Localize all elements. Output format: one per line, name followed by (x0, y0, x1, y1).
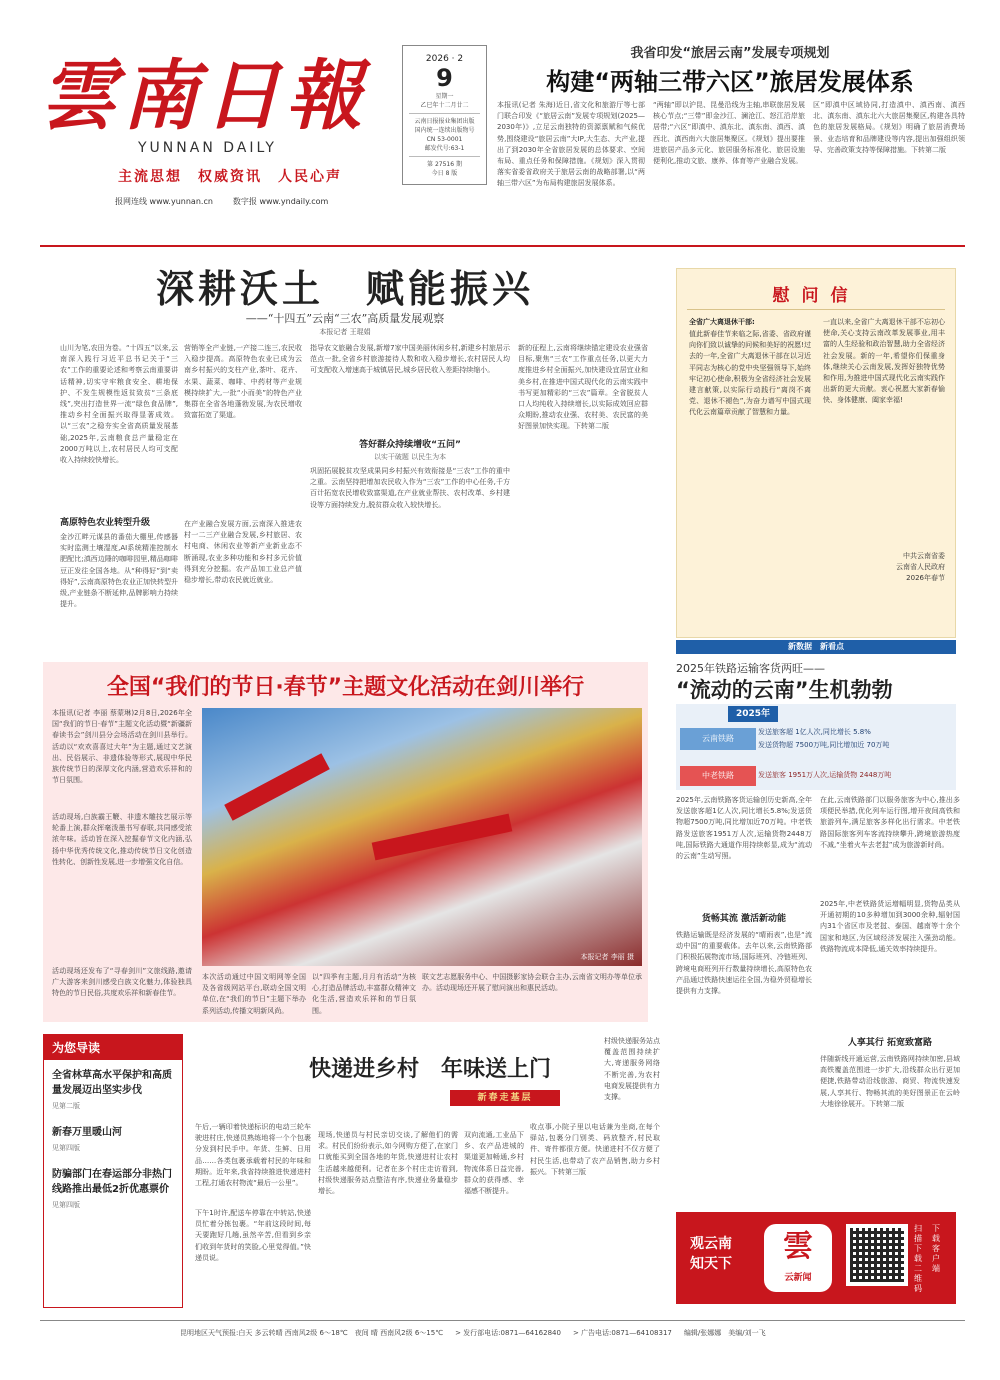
masthead-rule (40, 245, 965, 247)
story3-col2: 现场,快递员与村民亲切交谈,了解他们的需求。村民们纷纷表示,如今网购方便了,在家门口就能买到全国各地的年货,快递进村让农村生活越来越便利。记者在多个村庄走访看到,村级快递服务站点整洁有序,快递业务量稳步增长。 (318, 1131, 458, 1196)
qr-text: 扫描下载二维码 (914, 1224, 922, 1293)
letter-body-1: 值此新春佳节来临之际,省委、省政府谨向你们致以诚挚的问候和美好的祝愿!过去的一年,全省广大离退休干部在以习近平同志为核心的党中央坚强领导下,始终牢记初心使命,积极为全省经济社会发展建言献策,以实际行动践行“离岗不离党、退休不褪色”,为奋力谱写中国式现代化云南篇章贡献了智慧和力量。 (689, 330, 811, 417)
rail-kicker: 2025年铁路运输客货两旺—— (676, 662, 825, 675)
story1-col1b-text: 金沙江畔元谋县的番茄大棚里,传感器实时监测土壤湿度,AI系统精准控制水肥配比;滇西边陲的咖啡园里,精品咖啡豆正发往全国各地。从“种得好”到“卖得好”,云南高原特色农业正加快转型升级,产业链条不断延伸,品牌影响力持续提升。 (60, 533, 178, 609)
rail-col2b-text: 2025年,中老铁路货运增幅明显,货物品类从开通初期的10多种增加到3000余种,辐射国内31个省区市及老挝、泰国、越南等十余个国家和地区,为区域经济发展注入强劲动能。铁路物流成本降低,通关效率持续提升。 (820, 900, 960, 953)
newspaper-logo: 雲南日報 (40, 51, 368, 140)
rail-tag: 新数据 新看点 (676, 640, 956, 654)
rail-col1b-text: 铁路运输既是经济发展的“晴雨表”,也是“流动中国”的重要载体。去年以来,云南铁路部门积极拓展物流市场,国际班列、冷链班列、跨境电商班列开行数量持续增长,高原特色农产品通过铁路快速运往全国,为稳外贸稳增长提供有力支撑。 (676, 931, 812, 996)
logo-english: YUNNAN DAILY (138, 140, 277, 156)
story3-col3: 双向流通,工业品下乡、农产品进城的渠道更加畅通,乡村物流体系日益完善,群众的获得感、幸福感不断提升。 (464, 1131, 524, 1196)
ad-side-text: 下载客户端 (932, 1224, 940, 1273)
guide-title: 为您导读 (44, 1035, 182, 1060)
story3-col1 (195, 1122, 311, 1308)
guide-item-1[interactable]: 全省林草高水平保护和高质量发展迈出坚实步伐 (52, 1070, 172, 1096)
couplet-banner-left (224, 753, 330, 821)
story1-headline[interactable]: 深耕沃土 赋能振兴 (155, 267, 534, 311)
slogan: 主流思想 权威资讯 人民心声 (118, 169, 342, 185)
letter-sign-1: 中共云南省委 (903, 552, 945, 560)
rail-col2c-text: 伴随新线开通运营,云南铁路网持续加密,县域高铁覆盖范围进一步扩大,沿线群众出行更加便捷,铁路带动沿线旅游、商贸、物流快速发展,人享其行、物畅其流的美好图景正在云岭大地徐徐展开。下转第二版 (820, 1055, 960, 1108)
feature-col1-text: 本报讯(记者 李丽 蔡蒙琳)2月8日,2026年全国“我们的节日·春节”主题文化活动暨“新疆新春读书会”剑川县分会场活动在剑川县举行。活动以“欢欢喜喜过大年”为主题,通过文艺演出、民俗展示、非遗体验等形式,展现中华民族传统节日的深厚文化内涵,营造欢乐祥和的节日氛围。 (52, 709, 192, 785)
feature-col1 (52, 708, 192, 1018)
rail-col2 (820, 795, 960, 1135)
letter-title: 慰问信 (772, 286, 860, 306)
letter-recipient: 全省广大离退休干部: (689, 318, 755, 326)
story3-col5: 村级快递服务站点覆盖范围持续扩大,寄递服务网络不断完善,为农村电商发展提供有力支撑。 (604, 1037, 660, 1102)
serial-label: 国内统一连续出版物号 (414, 127, 475, 134)
rail-label-laos: 中老铁路 (680, 766, 756, 786)
weekday: 星期一 (435, 93, 454, 100)
lead-kicker: 我省印发“旅居云南”发展专项规划 (630, 46, 830, 61)
story1-subtitle: ——“十四五”云南“三农”高质量发展观察 (245, 312, 445, 325)
rail-row1-a: 发送旅客超 1亿人次,同比增长 5.8% (758, 728, 871, 736)
story3-col1-text: 午后,一辆印着快递标识的电动三轮车驶进村庄,快递员熟练地将一个个包裹分发到村民手中。年货、生鲜、日用品……各类包裹承载着村民的年味和期盼。近年来,我省持续推进快递进村工程,打通农村物流“最后一公里”。 (195, 1123, 311, 1188)
date-box (402, 45, 487, 185)
app-brand: 云新闻 (784, 1273, 812, 1283)
story1-col2-text: 营销等全产业链,一产接二连三,农民收入稳步提高。高原特色农业已成为云南乡村振兴的支柱产业,茶叶、花卉、水果、蔬菜、咖啡、中药材等产业规模持续扩大,一批“小而美”的特色产业集群在全省各地蓬勃发展,为农民增收致富拓宽了渠道。 (184, 344, 302, 420)
distribution-phone: > 发行部电话:0871—64162840 (455, 1329, 561, 1337)
rail-row2: 发送旅客 1951万人次,运输货物 2448万吨 (758, 771, 892, 779)
story1-col1-text: 山川为笔,农田为卷。“十四五”以来,云南深入践行习近平总书记关于“三农”工作的重要论述和考察云南重要讲话精神,切实守牢粮食安全、耕地保护、不发生规模性返贫致贫“三条底线”,突出打造世界一流“绿色食品牌”,推动乡村全面振兴取得显著成效。以“三农”之稳夯实全省高质量发展基础,2025年,云南粮食总产量稳定在2000万吨以上,农村居民人均可支配收入持续较快增长。 (60, 344, 178, 465)
footer (180, 1328, 960, 1338)
guide-page-1: 见第二版 (52, 1102, 80, 1110)
rail-col1-text: 2025年,云南铁路客货运输创历史新高,全年发送旅客超1亿人次,同比增长5.8%;发送货物超7500万吨,同比增加近70万吨。中老铁路发送旅客1951万人次,运输货物2448万吨,国际铁路大通道作用持续彰显,成为“流动的云南”生动写照。 (676, 796, 812, 861)
story1-col4: 新的征程上,云南将继续锚定建设农业强省目标,聚焦“三农”工作重点任务,以更大力度推进乡村全面振兴,加快建设宜居宜业和美乡村,在推进中国式现代化的云南实践中书写更加精彩的“三农”篇章。全省脱贫人口人均纯收入持续增长,以实际成效回应群众期盼,推动农业强、农村美、农民富的美好图景加快实现。下转第二版 (518, 344, 648, 431)
web-links (115, 196, 385, 207)
story1-col3 (310, 343, 510, 661)
date-year-month: 2026 · 2 (425, 54, 464, 64)
letter-body-2: 一直以来,全省广大离退休干部不忘初心使命,关心支持云南改革发展事业,用丰富的人生经验和政治智慧,助力全省经济社会发展。新的一年,希望你们保重身体,继续关心云南发展,发挥好独特优势和作用,为推进中国式现代化云南实践作出新的更大贡献。衷心祝愿大家新春愉快、身体健康、阖家幸福! (823, 318, 945, 405)
rail-row1-b: 发送货物超 7500万吨,同比增加近 70万吨 (758, 741, 890, 749)
guide-page-2: 见第四版 (52, 1144, 80, 1152)
publisher: 云南日报报业集团出版 (414, 118, 475, 125)
lunar-date: 乙巳年十二月廿二 (420, 102, 469, 109)
photo-caption: 本报记者 李丽 摄 (580, 953, 634, 961)
feature-col1b-text: 活动现场,白族霸王鞭、非遗木雕技艺展示等轮番上演,群众挥毫泼墨书写春联,共同感受浓浓年味。活动旨在深入挖掘春节文化内涵,弘扬中华优秀传统文化,推动传统节日文化创造性转化、创新性发展,进一步增强文化自信。 (52, 813, 192, 866)
feature-col2: 本次活动通过中国文明网等全国及各省级网站平台,联动全国文明单位,在“我们的节日”主题下举办系列活动,传播文明新风尚。 (202, 973, 306, 1015)
lead-column-3: 区”即滇中区域协同,打造滇中、滇西南、滇西北、滇东南、滇东北六大旅居集聚区,构建各具特色的旅居发展格局。《规划》明确了旅居消费场景、业态培育和品牌建设等内容,提出加强组织领导、完善政策支持等保障措施。下转第二版 (813, 101, 965, 154)
cn-number: CN 53-0001 (426, 136, 463, 143)
story1-col3b-text: 巩固拓展脱贫攻坚成果同乡村振兴有效衔接是“三农”工作的重中之重。云南坚持把增加农民收入作为“三农”工作的中心任务,千方百计拓宽农民增收致富渠道,在产业就业帮扶、农村改革、乡村建设等方面持续发力,脱贫群众收入较快增长。 (310, 467, 510, 509)
story1-col3-text: 指导农文旅融合发展,新增7家中国美丽休闲乡村,新建乡村旅居示范点一批,全省乡村旅游接待人数和收入稳步增长,农村居民人均可支配收入增速高于城镇居民,城乡居民收入差距持续缩小。 (310, 344, 510, 375)
story1-subhead-1: 高原特色农业转型升级 (60, 518, 151, 528)
condolence-letter (676, 268, 956, 638)
rail-infographic (676, 704, 956, 790)
story1-col2b-text: 在产业融合发展方面,云南深入推进农村一二三产业融合发展,乡村旅居、农村电商、休闲农业等新产业新业态不断涌现,农业多种功能和乡村多元价值得到充分挖掘。农产品加工业总产值稳步增长,带动农民就近就业。 (184, 520, 302, 585)
app-icon (764, 1224, 832, 1292)
feature-col4: 联文艺志愿服务中心、中国摄影家协会联合主办,云南省文明办等单位承办。活动现场还开展了慰问演出和惠民活动。 (422, 973, 642, 993)
rail-row1 (758, 726, 954, 752)
editors: 编辑/张娜娜 美编/刘一飞 (683, 1329, 766, 1337)
issue-number: 第 27516 期 (427, 161, 462, 168)
story1-col2 (184, 343, 302, 661)
letter-signature (823, 551, 945, 584)
web-link-yunnan[interactable]: 报网连线 www.yunnan.cn (115, 197, 213, 206)
rail-col2-text: 在此,云南铁路部门以服务旅客为中心,推出多项便民举措,优化列车运行图,增开夜间高铁和旅游列车,满足旅客多样化出行需求。中老铁路国际旅客列车客流持续攀升,跨境旅游热度不减,“坐着火车去老挝”成为旅游新时尚。 (820, 796, 960, 849)
story1-col1 (60, 343, 178, 661)
masthead (40, 48, 385, 206)
story3-col4: 收点事,小院子里以电话兼为坐商,在每个驿站,包裹分门别类、码放整齐,村民取件、寄件都很方便。快递进村不仅方便了村民生活,也带动了农产品销售,助力乡村振兴。下转第三版 (530, 1123, 660, 1176)
rail-subhead-1: 货畅其流 激活新动能 (701, 914, 787, 924)
rail-headline[interactable]: “流动的云南”生机勃勃 (676, 678, 893, 702)
couplet-banner-right (372, 814, 513, 861)
story1-subhead-2b: 以实干破题 以民生为本 (373, 453, 447, 461)
ad-line-2: 知天下 (690, 1256, 732, 1272)
lead-headline[interactable]: 构建“两轴三带六区”旅居发展体系 (546, 68, 914, 96)
guide-box (43, 1034, 183, 1308)
rail-year-badge: 2025年 (728, 706, 778, 722)
rail-col1 (676, 795, 812, 1135)
date-day: 9 (436, 64, 453, 92)
story3-col1b-text: 下午1时许,配送车停靠在中转站,快递员忙着分拣包裹。“年前这段时间,每天要跑好几趟,虽然辛苦,但看到乡亲们收到年货时的笑脸,心里觉得值。”快递员说。 (195, 1209, 311, 1262)
letter-sign-2: 云南省人民政府 (896, 563, 945, 571)
guide-item-3[interactable]: 防骗部门在春运部分非热门线路推出最低2折优惠票价 (52, 1169, 172, 1195)
ad-phone: > 广告电话:0871—64108317 (572, 1329, 672, 1337)
weather-forecast: 昆明地区天气预报:白天 多云转晴 西南风2级 6～18℃ 夜间 晴 西南风2级 6～15℃ (180, 1329, 444, 1337)
page-count: 今日 8 版 (431, 170, 458, 177)
lead-column-1: 本报讯(记者 朱海)近日,省文化和旅游厅等七部门联合印发《“旅居云南”发展专项规划(2025—2030年)》,立足云南独特的资源禀赋和气候优势,围绕建设“旅居云南”大IP,大生态、大产业,提出了到2030年全省旅居发展的总体要求、空间布局、重点任务和保障措施。《规划》深入贯彻落实省委省政府关于旅居云南的战略部署,以“两轴三带六区”为布局构建旅居发展体系。 (497, 101, 645, 188)
post-code: 邮发代号:63-1 (424, 145, 465, 152)
letter-sign-3: 2026年春节 (906, 574, 945, 582)
guide-page-3: 见第四版 (52, 1201, 80, 1209)
rail-subhead-2: 人享其行 拓宽致富路 (847, 1038, 933, 1048)
app-logo-glyph: 雲 (783, 1229, 813, 1264)
app-ad[interactable] (676, 1212, 956, 1304)
story1-byline: 本报记者 王琨娟 (319, 328, 371, 336)
guide-item-2[interactable]: 新春万里暖山河 (52, 1127, 122, 1138)
feature-headline[interactable]: 全国“我们的节日·春节”主题文化活动在剑川举行 (106, 675, 585, 700)
rail-label-yunnan: 云南铁路 (680, 728, 756, 750)
ad-line-1: 观云南 (690, 1236, 732, 1252)
qr-code[interactable] (846, 1224, 908, 1286)
story3-headline[interactable]: 快递进乡村 年味送上门 (308, 1057, 551, 1082)
feature-col1c-text: 活动现场还发布了“寻春剑川”文旅线路,邀请广大游客来剑川感受白族文化魅力,体验独具特色的节日民俗,共度欢乐祥和新春佳节。 (52, 967, 192, 998)
ad-slogan (690, 1234, 732, 1274)
web-link-yndaily[interactable]: 数字报 www.yndaily.com (232, 197, 329, 206)
lead-column-2: “两轴”即以沪昆、昆曼沿线为主轴,串联旅居发展核心节点;“三带”即金沙江、澜沧江、怒江沿岸旅居带;“六区”即滇中、滇东北、滇东南、滇西、滇西北、滇西南六大旅居集聚区。《规划》提出要推进旅居产品多元化、旅居服务标准化、旅居设施便利化,推动文旅、康养、体育等产业融合发展。 (653, 101, 805, 166)
story3-banner: 新春走基层 (450, 1090, 560, 1106)
story1-subhead-2: 答好群众持续增收“五问” (359, 440, 461, 450)
feature-photo (202, 708, 642, 966)
feature-col3: 以“四季有主题,月月有活动”为核心,打造品牌活动,丰富群众精神文化生活,营造欢乐祥和的节日氛围。 (312, 973, 416, 1015)
